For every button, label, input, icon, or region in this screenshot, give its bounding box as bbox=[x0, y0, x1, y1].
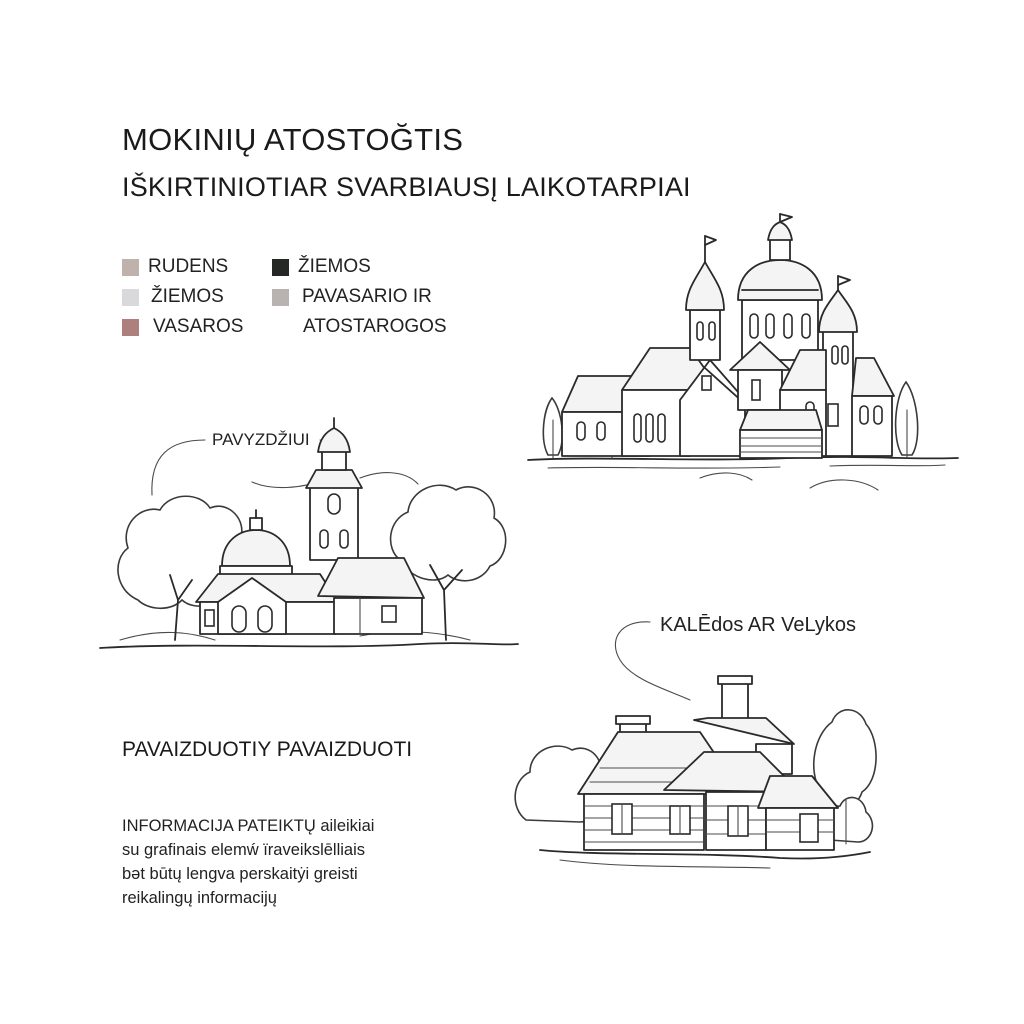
section-line: su grafinais elemẃ ïraveikslēlliais bbox=[122, 841, 366, 859]
section-heading: PAVAIZDUOTIY PAVAIZDUOTI bbox=[122, 738, 413, 761]
callout-example-label: PAVYZDŽIUI bbox=[212, 430, 310, 449]
village-church-illustration bbox=[100, 418, 518, 648]
section-line: reikalingų informacijų bbox=[122, 889, 277, 907]
section-line: bǝt būtų lengva perskaitẏi greisti bbox=[122, 865, 358, 883]
wooden-houses-illustration bbox=[515, 622, 876, 868]
church-town-illustration bbox=[528, 214, 958, 490]
page-title: MOKINIŲ ATOSTOĞTIS bbox=[122, 122, 464, 157]
legend-label: ŽIEMOS bbox=[298, 256, 371, 277]
legend-continuation: ATOSTAROGOS bbox=[303, 316, 447, 337]
legend-label: PAVASARIO IR bbox=[302, 286, 432, 307]
page-subtitle: IŠKIRTINIOTIAR SVARBIAUSĮ LAIKOTARPIAI bbox=[122, 172, 691, 202]
callout-holidays-label: KALĒdos AR VeLykos bbox=[660, 614, 857, 636]
legend-label: RUDENS bbox=[148, 256, 229, 277]
section-line: INFORMACIJA PATEIKTŲ aileikiai bbox=[122, 817, 375, 835]
legend-label: VASAROS bbox=[153, 316, 244, 337]
legend-label: ŽIEMOS bbox=[151, 286, 224, 307]
